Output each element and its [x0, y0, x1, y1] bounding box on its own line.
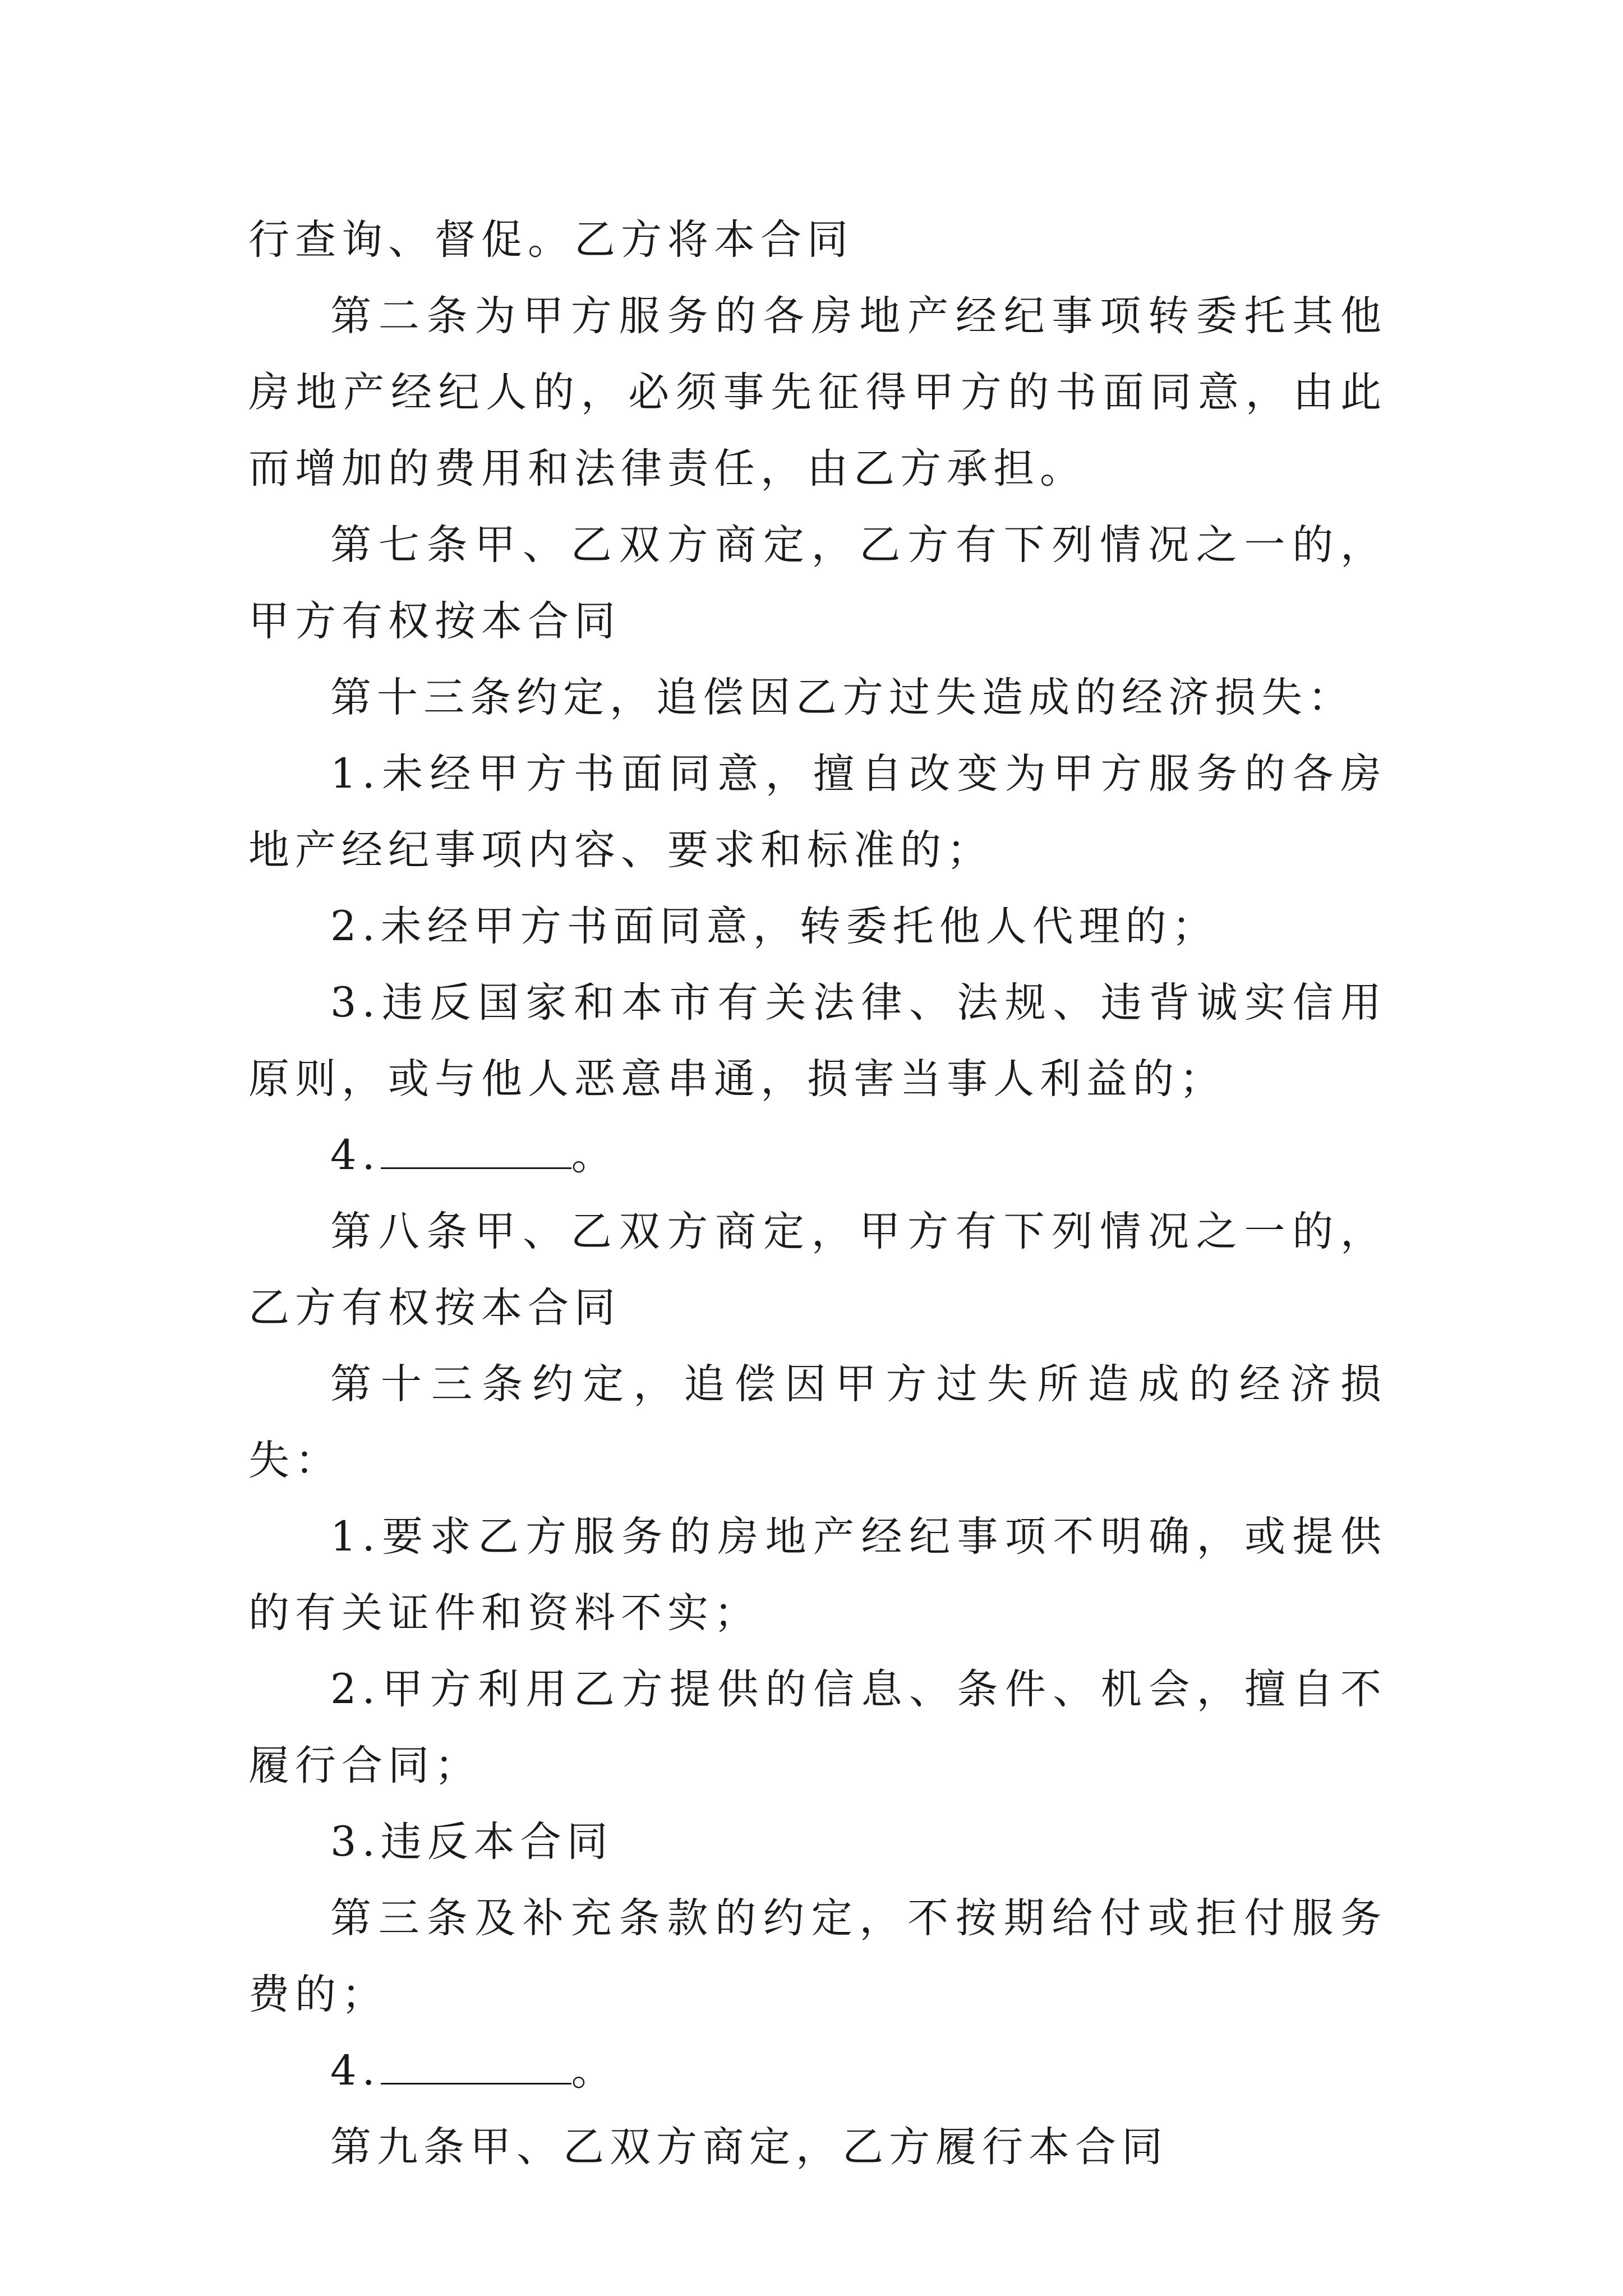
list-item: 2.甲方利用乙方提供的信息、条件、机会，擅自不履行合同； — [248, 1665, 1387, 1789]
paragraph: 第七条甲、乙双方商定，乙方有下列情况之一的，甲方有权按本合同 — [248, 521, 1387, 645]
list-item-blank — [248, 1117, 1387, 1194]
item-number: 4. — [330, 2047, 381, 2095]
item-number: 4. — [330, 1131, 381, 1179]
paragraph: 第三条及补充条款的约定，不按期给付或拒付服务费的； — [248, 1894, 1387, 2018]
list-item-blank — [248, 2033, 1387, 2109]
item-end-mark: 。 — [571, 2047, 618, 2095]
paragraph: 第九条甲、乙双方商定，乙方履行本合同 — [330, 2123, 1168, 2171]
contract-body — [248, 202, 1387, 2185]
fill-in-blank[interactable] — [381, 2050, 571, 2085]
list-item: 3.违反国家和本市有关法律、法规、违背诚实信用原则，或与他人恶意串通，损害当事人利益的； — [248, 979, 1387, 1103]
list-item: 3.违反本合同 — [330, 1818, 614, 1866]
list-item: 1.未经甲方书面同意，擅自改变为甲方服务的各房地产经纪事项内容、要求和标准的； — [248, 750, 1387, 874]
paragraph: 第十三条约定，追偿因甲方过失所造成的经济损失： — [248, 1360, 1387, 1484]
paragraph: 第二条为甲方服务的各房地产经纪事项转委托其他房地产经纪人的，必须事先征得甲方的书面同意，由此而增加的费用和法律责任，由乙方承担。 — [248, 292, 1387, 493]
list-item: 2.未经甲方书面同意，转委托他人代理的； — [330, 903, 1219, 950]
paragraph: 第八条甲、乙双方商定，甲方有下列情况之一的，乙方有权按本合同 — [248, 1208, 1387, 1332]
paragraph: 行查询、督促。乙方将本合同 — [248, 216, 854, 264]
paragraph: 第十三条约定，追偿因乙方过失造成的经济损失： — [330, 674, 1354, 721]
list-item: 1.要求乙方服务的房地产经纪事项不明确，或提供的有关证件和资料不实； — [248, 1513, 1387, 1637]
fill-in-blank[interactable] — [381, 1135, 571, 1169]
item-end-mark: 。 — [571, 1131, 618, 1179]
